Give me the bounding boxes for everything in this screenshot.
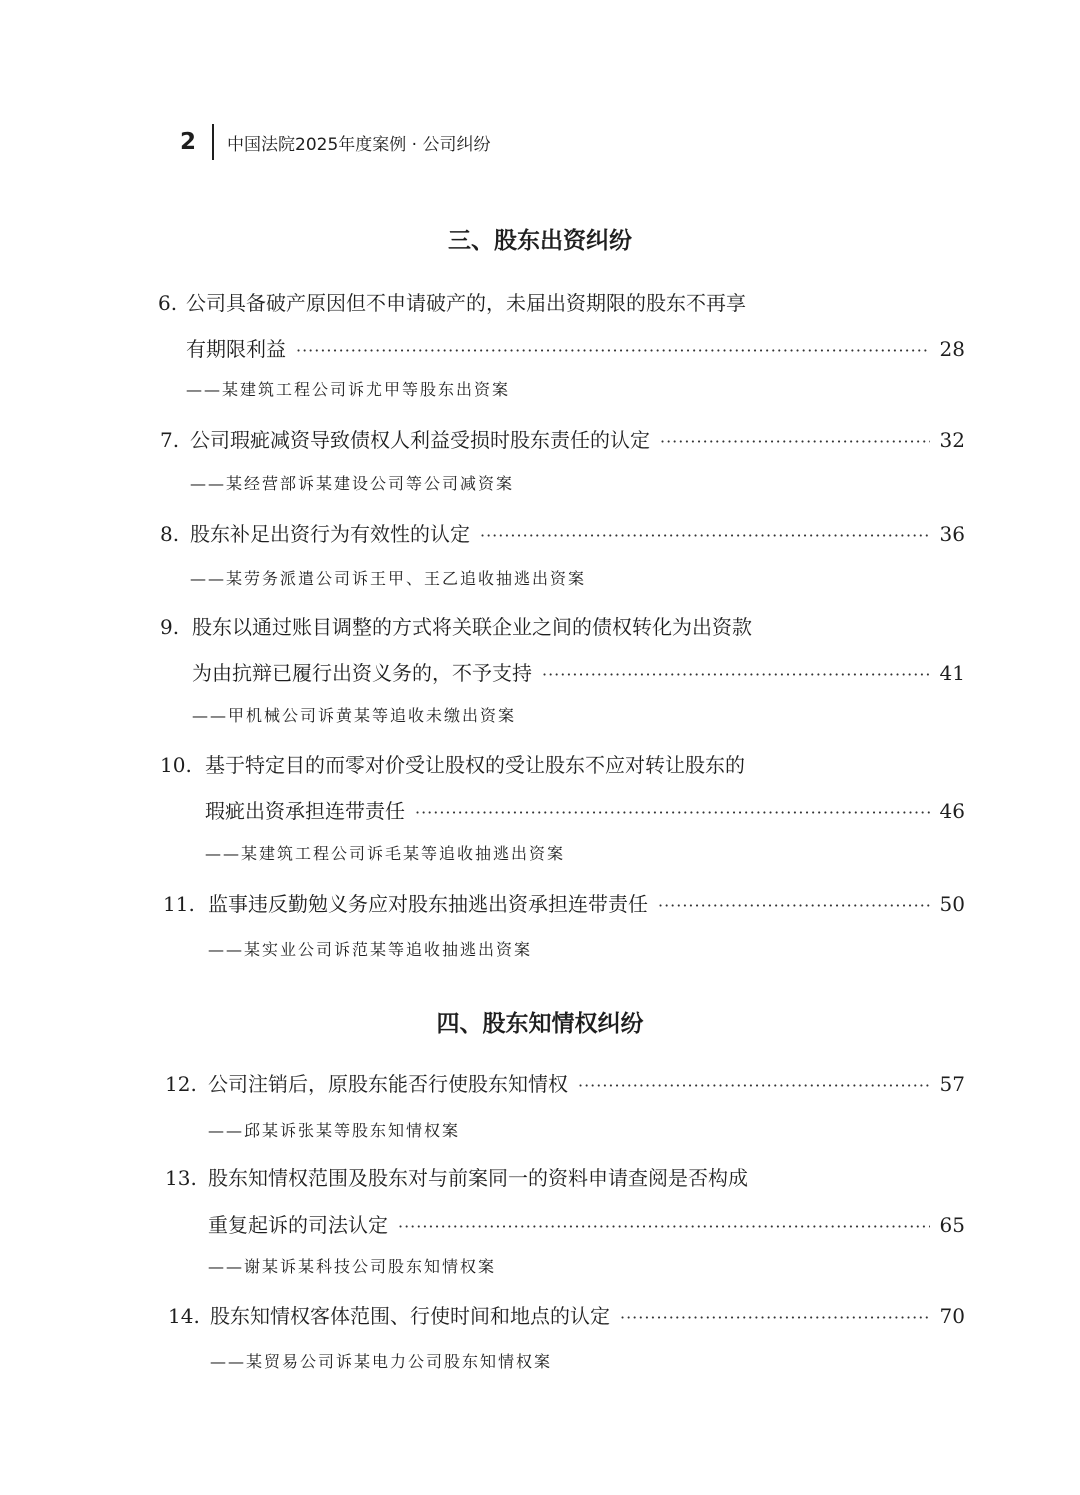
entry-title: 股东补足出资行为有效性的认定 xyxy=(190,522,470,546)
entry-title: 股东以通过账目调整的方式将关联企业之间的债权转化为出资款 xyxy=(192,615,752,639)
leader-dots xyxy=(658,896,930,915)
case-subtitle: ——某经营部诉某建设公司等公司减资案 xyxy=(190,474,515,493)
case-subtitle: ——某建筑工程公司诉毛某等追收抽逃出资案 xyxy=(205,844,566,863)
entry-page-number: 65 xyxy=(939,1213,965,1237)
entry-title: 股东知情权客体范围、行使时间和地点的认定 xyxy=(210,1304,610,1328)
case-subtitle: ——某贸易公司诉某电力公司股东知情权案 xyxy=(210,1352,553,1371)
entry-title: 股东知情权范围及股东对与前案同一的资料申请查阅是否构成 xyxy=(208,1166,748,1190)
leader-dots xyxy=(620,1308,930,1327)
leader-dots xyxy=(415,803,930,822)
entry-page-number: 50 xyxy=(939,892,965,916)
entry-page-number: 41 xyxy=(939,661,965,685)
leader-dots xyxy=(578,1076,930,1095)
entry-number: 9. xyxy=(160,615,180,639)
entry-number: 8. xyxy=(160,522,180,546)
section-title: 三、股东出资纠纷 xyxy=(448,228,632,254)
entry-page-number: 32 xyxy=(939,428,965,452)
case-subtitle: ——邱某诉张某等股东知情权案 xyxy=(208,1121,461,1140)
leader-dots xyxy=(542,665,930,684)
toc-entry[interactable] xyxy=(160,611,965,640)
leader-dots xyxy=(660,432,930,451)
leader-dots xyxy=(398,1217,930,1236)
toc-entry[interactable] xyxy=(163,888,965,917)
entry-title: 公司具备破产原因但不申请破产的，未届出资期限的股东不再享 xyxy=(186,291,746,315)
case-subtitle: ——甲机械公司诉黄某等追收未缴出资案 xyxy=(192,706,517,725)
case-subtitle: ——某实业公司诉范某等追收抽逃出资案 xyxy=(208,940,533,959)
leader-dots xyxy=(480,526,930,545)
entry-page-number: 70 xyxy=(939,1304,965,1328)
entry-title: 基于特定目的而零对价受让股权的受让股东不应对转让股东的 xyxy=(205,753,745,777)
entry-page-number: 46 xyxy=(939,799,965,823)
entry-page-number: 36 xyxy=(939,522,965,546)
toc-entry[interactable] xyxy=(160,749,965,778)
leader-dots xyxy=(296,341,930,360)
toc-entry[interactable] xyxy=(160,518,965,547)
toc-entry-continuation[interactable] xyxy=(186,333,965,362)
entry-title-continued: 为由抗辩已履行出资义务的，不予支持 xyxy=(192,661,532,685)
entry-title: 监事违反勤勉义务应对股东抽逃出资承担连带责任 xyxy=(208,892,648,916)
toc-entry-continuation[interactable] xyxy=(205,795,965,824)
toc-entry-continuation[interactable] xyxy=(192,657,965,686)
entry-number: 14. xyxy=(168,1304,200,1328)
entry-title-continued: 有期限利益 xyxy=(186,337,286,361)
entry-number: 13. xyxy=(165,1166,197,1190)
toc-entry-continuation[interactable] xyxy=(208,1209,965,1238)
entry-number: 12. xyxy=(165,1072,197,1096)
entry-title: 公司注销后，原股东能否行使股东知情权 xyxy=(208,1072,568,1096)
entry-title-continued: 瑕疵出资承担连带责任 xyxy=(205,799,405,823)
entry-number: 7. xyxy=(160,428,180,452)
entry-number: 6. xyxy=(158,291,178,315)
case-subtitle: ——某建筑工程公司诉尤甲等股东出资案 xyxy=(186,380,511,399)
entry-number: 10. xyxy=(160,753,192,777)
book-title: 中国法院2025年度案例 · 公司纠纷 xyxy=(227,134,491,155)
section-title: 四、股东知情权纠纷 xyxy=(436,1011,644,1037)
entry-title: 公司瑕疵减资导致债权人利益受损时股东责任的认定 xyxy=(190,428,650,452)
entry-title-continued: 重复起诉的司法认定 xyxy=(208,1213,388,1237)
case-subtitle: ——谢某诉某科技公司股东知情权案 xyxy=(208,1257,497,1276)
toc-entry[interactable] xyxy=(165,1068,965,1097)
case-subtitle: ——某劳务派遣公司诉王甲、王乙追收抽逃出资案 xyxy=(190,569,587,588)
running-header xyxy=(180,124,490,160)
toc-entry[interactable] xyxy=(168,1300,965,1329)
page-number: 2 xyxy=(180,129,197,155)
toc-entry[interactable] xyxy=(160,424,965,453)
toc-entry[interactable] xyxy=(165,1162,965,1191)
toc-entry[interactable] xyxy=(158,287,965,316)
entry-page-number: 57 xyxy=(939,1072,965,1096)
entry-number: 11. xyxy=(163,892,195,916)
header-divider xyxy=(212,124,214,160)
entry-page-number: 28 xyxy=(939,337,965,361)
